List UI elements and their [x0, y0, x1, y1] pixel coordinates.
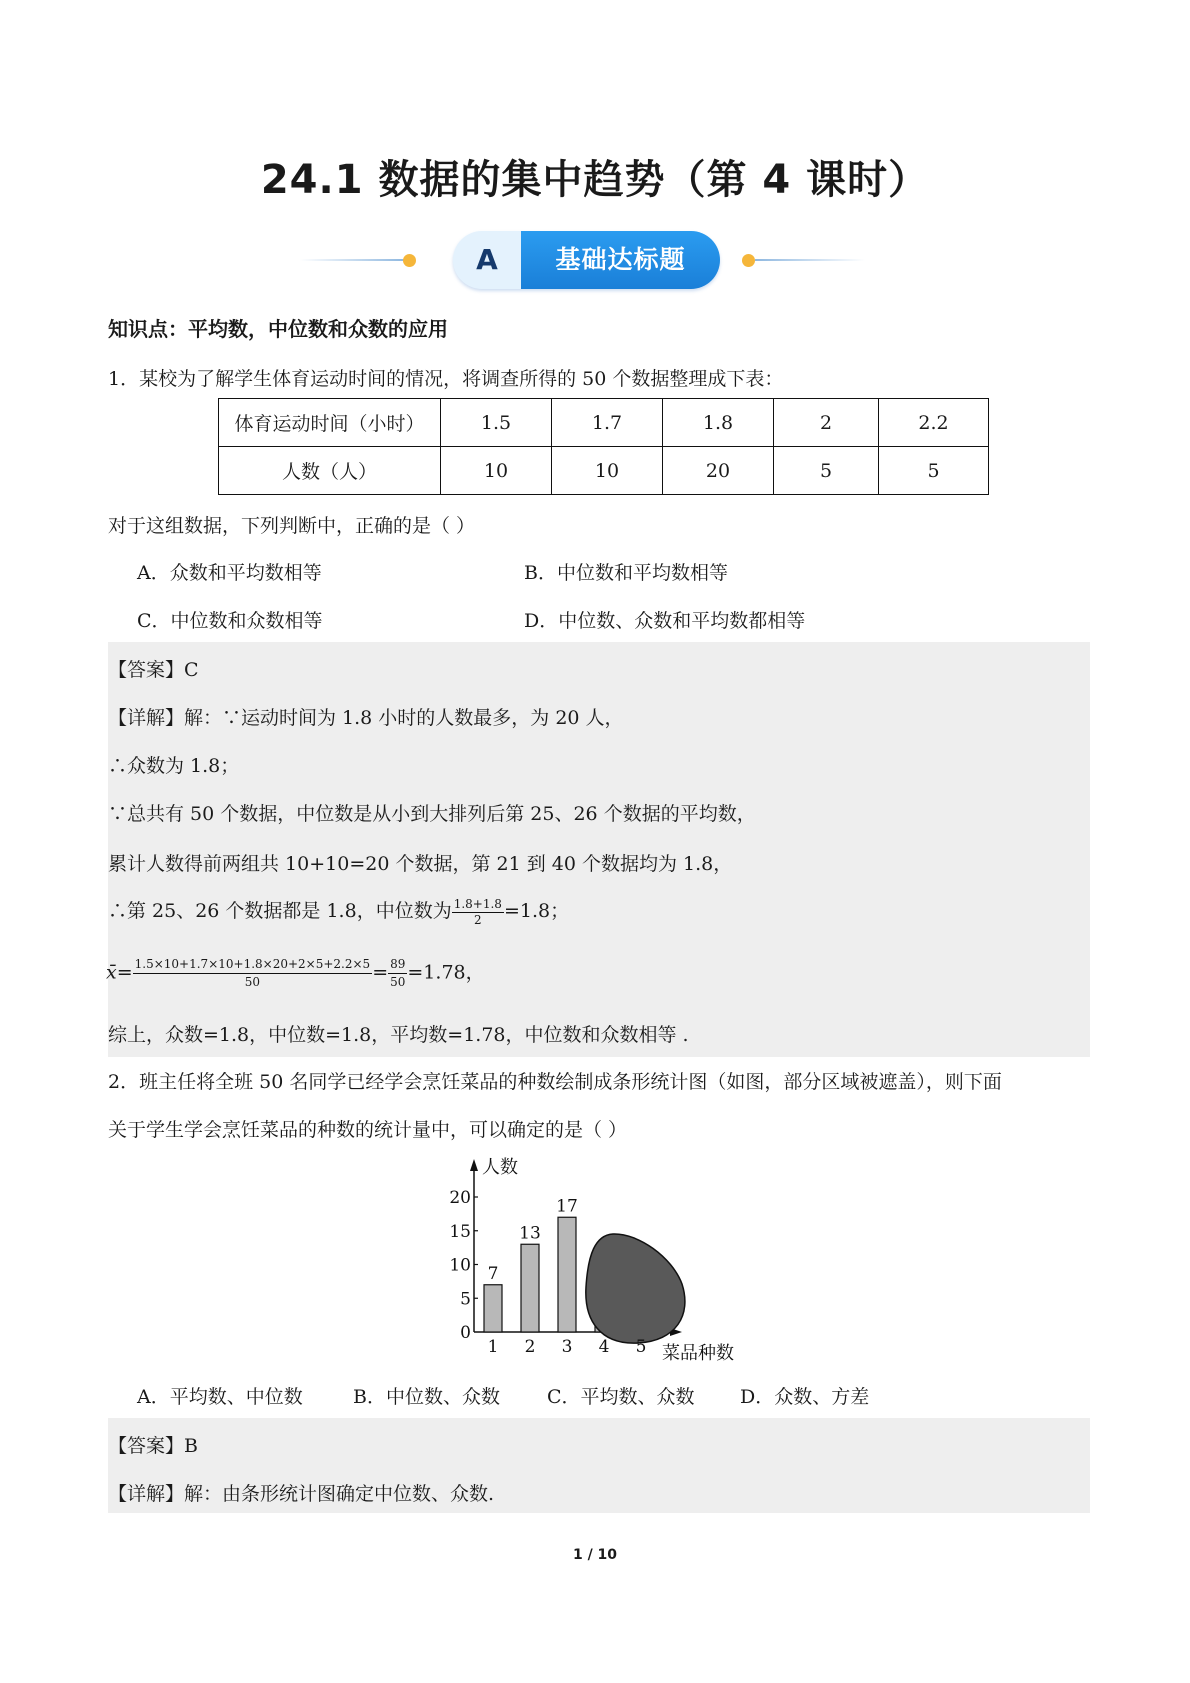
y-axis-arrow-icon — [470, 1159, 478, 1171]
q2-option-d: D．众数、方差 — [740, 1386, 870, 1408]
knowledge-point-heading: 知识点：平均数，中位数和众数的应用 — [108, 317, 448, 341]
q1-option-c: C．中位数和众数相等 — [137, 610, 323, 632]
q1-detail-line-1: 【详解】解：∵运动时间为 1.8 小时的人数最多，为 20 人， — [108, 707, 624, 729]
fraction-numerator: 1.5×10+1.7×10+1.8×20+2×5+2.2×5 — [133, 956, 373, 974]
banner-dot-right — [742, 254, 755, 267]
table-cell: 10 — [441, 447, 552, 495]
q2-stem-line-2: 关于学生学会烹饪菜品的种数的统计量中，可以确定的是（ ） — [108, 1119, 628, 1141]
q1-detail-line-5 — [108, 896, 569, 928]
x-tick-label: 5 — [635, 1337, 647, 1357]
q1-detail-line-3: ∵总共有 50 个数据，中位数是从小到大排列后第 25、26 个数据的平均数， — [108, 803, 756, 825]
table-row — [219, 447, 989, 495]
banner-pill — [453, 231, 720, 289]
section-banner — [300, 218, 890, 288]
median-fraction — [452, 897, 504, 928]
y-axis-label: 人数 — [482, 1157, 518, 1178]
q1-detail-line-2: ∴众数为 1.8； — [108, 755, 240, 777]
banner-text: 基础达标题 — [521, 231, 720, 289]
bar-chart — [440, 1155, 760, 1365]
banner-letter: A — [476, 243, 498, 276]
q1-detail-line-4: 累计人数得前两组共 10+10=20 个数据，第 21 到 40 个数据均为 1.8， — [108, 853, 733, 875]
table-row — [219, 399, 989, 447]
q1-data-table — [218, 398, 989, 495]
fraction-numerator: 1.8+1.8 — [453, 896, 502, 911]
bar-value-label: 13 — [519, 1223, 541, 1244]
covering-blob — [586, 1234, 685, 1343]
table-cell: 20 — [663, 447, 774, 495]
q1-question: 对于这组数据，下列判断中，正确的是（ ） — [108, 515, 476, 537]
y-tick-label: 10 — [449, 1255, 471, 1276]
table-cell: 5 — [774, 447, 879, 495]
table-header-cell: 人数（人） — [219, 447, 441, 495]
mean-result: =1.78， — [407, 961, 485, 984]
page-title: 24.1 数据的集中趋势（第 4 课时） — [260, 157, 930, 203]
bar-value-label: 7 — [487, 1263, 499, 1284]
q1-stem: 1．某校为了解学生体育运动时间的情况，将调查所得的 50 个数据整理成下表： — [108, 368, 784, 390]
y-tick-label: 15 — [449, 1221, 471, 1242]
table-header-cell: 体育运动时间（小时） — [219, 399, 441, 447]
median-text: ∴第 25、26 个数据都是 1.8，中位数为 — [108, 900, 452, 922]
x-tick-label: 1 — [487, 1337, 499, 1357]
table-cell: 1.7 — [552, 399, 663, 447]
q2-option-c: C．平均数、众数 — [547, 1386, 695, 1408]
table-cell: 5 — [879, 447, 989, 495]
x-tick-label: 4 — [598, 1337, 610, 1357]
chart-bar — [521, 1244, 539, 1332]
banner-line-right — [755, 259, 865, 261]
q1-detail-line-6 — [106, 956, 485, 991]
x-tick-label: 3 — [561, 1337, 573, 1357]
table-cell: 1.5 — [441, 399, 552, 447]
q1-option-d: D．中位数、众数和平均数都相等 — [524, 610, 806, 632]
fraction-denominator: 2 — [474, 912, 482, 927]
table-cell: 2 — [774, 399, 879, 447]
table-cell: 2.2 — [879, 399, 989, 447]
fraction-numerator: 89 — [388, 956, 407, 974]
chart-bar — [484, 1285, 502, 1332]
banner-line-left — [300, 259, 405, 261]
q1-option-b: B．中位数和平均数相等 — [524, 562, 728, 584]
x-tick-label: 2 — [524, 1337, 536, 1357]
mean-symbol: x̄ — [106, 961, 117, 984]
equals-sign: = — [116, 961, 133, 984]
q2-detail: 【详解】解：由条形统计图确定中位数、众数. — [108, 1483, 495, 1505]
q2-option-a: A．平均数、中位数 — [137, 1386, 303, 1408]
q1-detail-line-7: 综上，众数=1.8，中位数=1.8，平均数=1.78，中位数和众数相等 . — [108, 1024, 689, 1046]
median-result: =1.8； — [503, 900, 570, 922]
chart-bar — [558, 1217, 576, 1332]
page-number: 1 / 10 — [572, 1547, 618, 1563]
q2-stem-line-1: 2．班主任将全班 50 名同学已经学会烹饪菜品的种数绘制成条形统计图（如图，部分区域被遮盖），则下面 — [108, 1071, 1002, 1093]
banner-dot-left — [403, 254, 416, 267]
x-axis-label: 菜品种数 — [662, 1343, 734, 1364]
table-cell: 10 — [552, 447, 663, 495]
q1-answer: 【答案】C — [108, 659, 199, 681]
mean-fraction-simplified — [388, 956, 407, 991]
table-cell: 1.8 — [663, 399, 774, 447]
y-tick-label: 0 — [460, 1323, 471, 1343]
equals-sign: = — [372, 961, 389, 984]
q2-option-b: B．中位数、众数 — [353, 1386, 500, 1408]
mean-fraction — [133, 956, 373, 991]
y-tick-label: 5 — [460, 1289, 471, 1310]
bar-value-label: 17 — [556, 1196, 578, 1217]
q1-option-a: A．众数和平均数相等 — [137, 562, 322, 584]
fraction-denominator: 50 — [390, 975, 406, 989]
fraction-denominator: 50 — [244, 975, 261, 989]
q2-answer: 【答案】B — [108, 1435, 198, 1457]
y-tick-label: 20 — [449, 1188, 471, 1208]
